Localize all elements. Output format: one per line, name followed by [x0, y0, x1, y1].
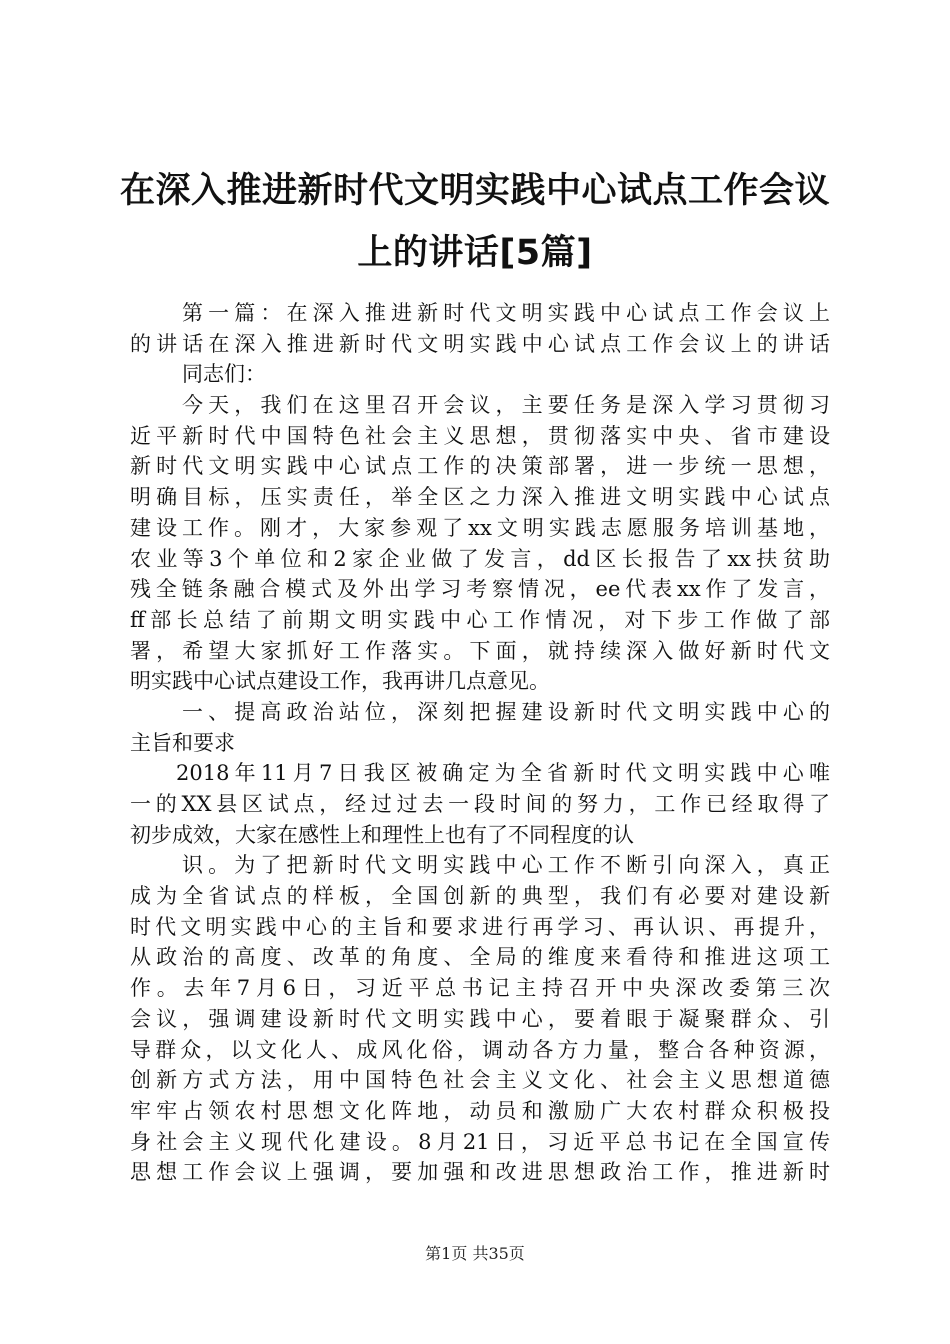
paragraph-line: 2018年11月7日我区被确定为全省新时代文明实践中心唯 — [176, 761, 830, 786]
paragraph-line: 作。去年7月6日，习近平总书记主持召开中央深改委第三次 — [130, 976, 830, 1001]
paragraph-line: 署，希望大家抓好工作落实。下面，就持续深入做好新时代文 — [130, 638, 830, 663]
paragraph-line: 明实践中心试点建设工作，我再讲几点意见。 — [130, 669, 550, 694]
title-line-1: 在深入推进新时代文明实践中心试点工作会议 — [119, 171, 830, 211]
paragraph-line: 建设工作。刚才，大家参观了xx文明实践志愿服务培训基地， — [130, 515, 830, 540]
paragraph-line: 身社会主义现代化建设。8月21日，习近平总书记在全国宣传 — [130, 1129, 830, 1154]
section-heading-line: 主旨和要求 — [130, 730, 235, 755]
paragraph-line: 导群众，以文化人、成风化俗，调动各方力量，整合各种资源， — [130, 1037, 830, 1062]
paragraph-line: 的讲话在深入推进新时代文明实践中心试点工作会议上的讲话 — [130, 331, 830, 356]
paragraph-line: 会议，强调建设新时代文明实践中心，要着眼于凝聚群众、引 — [130, 1006, 830, 1031]
paragraph-line: 残全链条融合模式及外出学习考察情况，ee代表xx作了发言， — [130, 577, 830, 602]
paragraph-line: 明确目标，压实责任，举全区之力深入推进文明实践中心试点 — [130, 485, 830, 510]
section-heading-line: 一、提高政治站位，深刻把握建设新时代文明实践中心的 — [182, 699, 830, 724]
paragraph-line: 同志们： — [182, 362, 266, 387]
paragraph-line: 成为全省试点的样板，全国创新的典型，我们有必要对建设新 — [130, 884, 830, 909]
paragraph-line: 思想工作会议上强调，要加强和改进思想政治工作，推进新时 — [130, 1160, 830, 1185]
paragraph-line: 从政治的高度、改革的角度、全局的维度来看待和推进这项工 — [130, 945, 830, 970]
paragraph-line: 新时代文明实践中心试点工作的决策部署，进一步统一思想， — [130, 454, 830, 479]
paragraph-line: 牢牢占领农村思想文化阵地，动员和激励广大农村群众积极投 — [130, 1098, 830, 1123]
paragraph-line: ff部长总结了前期文明实践中心工作情况，对下步工作做了部 — [130, 607, 830, 632]
paragraph-line: 今天，我们在这里召开会议，主要任务是深入学习贯彻习 — [182, 393, 830, 418]
paragraph-line: 近平新时代中国特色社会主义思想，贯彻落实中央、省市建设 — [130, 423, 830, 448]
paragraph-line: 时代文明实践中心的主旨和要求进行再学习、再认识、再提升， — [130, 914, 830, 939]
document-title — [100, 160, 850, 284]
title-line-2: 上的讲话[5篇] — [357, 233, 593, 273]
paragraph-line: 农业等3个单位和2家企业做了发言，dd区长报告了xx扶贫助 — [130, 546, 830, 571]
paragraph-line: 一的XX县区试点，经过过去一段时间的努力，工作已经取得了 — [130, 792, 830, 816]
paragraph-line: 第一篇：在深入推进新时代文明实践中心试点工作会议上 — [182, 301, 830, 325]
paragraph-line: 识。为了把新时代文明实践中心工作不断引向深入，真正 — [182, 853, 830, 878]
paragraph-line: 创新方式方法，用中国特色社会主义文化、社会主义思想道德 — [130, 1068, 830, 1093]
page-number-footer: 第1页 共35页 — [425, 1244, 525, 1263]
document-body — [130, 298, 830, 1188]
paragraph-line: 初步成效，大家在感性上和理性上也有了不同程度的认 — [130, 822, 634, 847]
